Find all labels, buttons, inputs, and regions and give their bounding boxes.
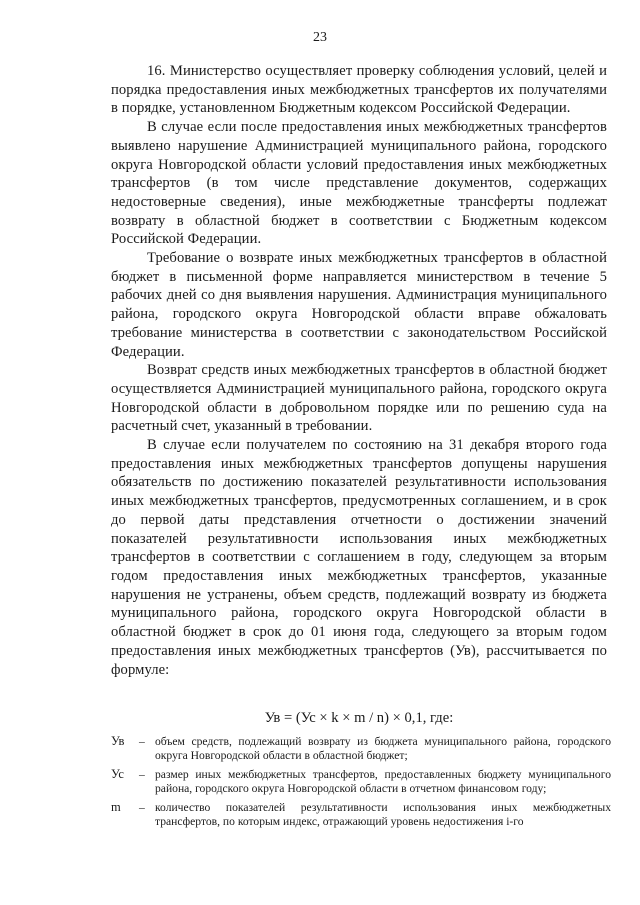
paragraph: В случае если после предоставления иных межбюджетных трансфертов выявлено нарушение Администрацией муниципального района, городского округа Новгородской области условий предоставления иных межбюджетных трансфертов (в том числе представление документов, содержащих недостоверные сведения), иные межбюджетные трансферты подлежат возврату в областной бюджет в соответствии с Бюджетным кодексом Российской Федерации. xyxy=(111,119,607,248)
definition-item xyxy=(111,768,611,795)
definition-symbol: Ув xyxy=(111,734,125,748)
definition-symbol: m xyxy=(111,800,121,815)
definition-symbol: Ус xyxy=(111,767,124,782)
paragraph: 16. Министерство осуществляет проверку соблюдения условий, целей и порядка предоставления иных межбюджетных трансфертов их получателями в порядке, установленном Бюджетным кодексом Российской Федерации. xyxy=(111,63,607,117)
definition-item xyxy=(111,801,611,828)
paragraph: Требование о возврате иных межбюджетных трансфертов в областной бюджет в письменной форме направляется министерством в течение 5 рабочих дней со дня выявления нарушения. Администрация муниципального района, городского округа Новгородской области вправе обжаловать требование министерства в соответствии с законодательством Российской Федерации. xyxy=(111,250,607,360)
definition-dash: – xyxy=(139,801,145,815)
definitions-list xyxy=(111,735,611,835)
definition-dash: – xyxy=(139,735,145,748)
formula: Ув = (Ус × k × m / n) × 0,1, где: xyxy=(264,710,454,726)
definition-item xyxy=(111,735,611,762)
paragraph: В случае если получателем по состоянию на 31 декабря второго года предоставления иных межбюджетных трансфертов допущены нарушения обязательств по достижению показателей результативности использования иных межбюджетных трансфертов, предусмотренных соглашением, и в срок до первой даты представления отчетности о достижении значений показателей результативности использования иных межбюджетных трансфертов в соответствии с соглашением в году, следующем за вторым годом предоставления иных межбюджетных трансфертов, указанные нарушения не устранены, объем средств, подлежащий возврату из бюджета муниципального района, городского округа Новгородской области в областной бюджет в срок до 01 июня года, следующего за вторым годом предоставления иных межбюджетных трансфертов (Ув), рассчитывается по формуле: xyxy=(111,437,607,678)
definition-text: размер иных межбюджетных трансфертов, предоставленных бюджету муниципального района, городского округа Новгородской области в отчетном финансовом году; xyxy=(155,768,611,795)
page-number: 23 xyxy=(313,30,327,45)
body-text xyxy=(111,62,607,679)
definition-dash: – xyxy=(139,768,145,782)
definition-text: объем средств, подлежащий возврату из бюджета муниципального района, городского округа Новгородской области в областной бюджет; xyxy=(155,735,611,762)
paragraph: Возврат средств иных межбюджетных трансфертов в областной бюджет осуществляется Администрацией муниципального района, городского округа Новгородской области в добровольном порядке или по решению суда на расчетный счет, указанный в требовании. xyxy=(111,362,607,435)
definition-text: количество показателей результативности использования иных межбюджетных трансфертов, по которым индекс, отражающий уровень недостижения i-го xyxy=(155,801,611,828)
